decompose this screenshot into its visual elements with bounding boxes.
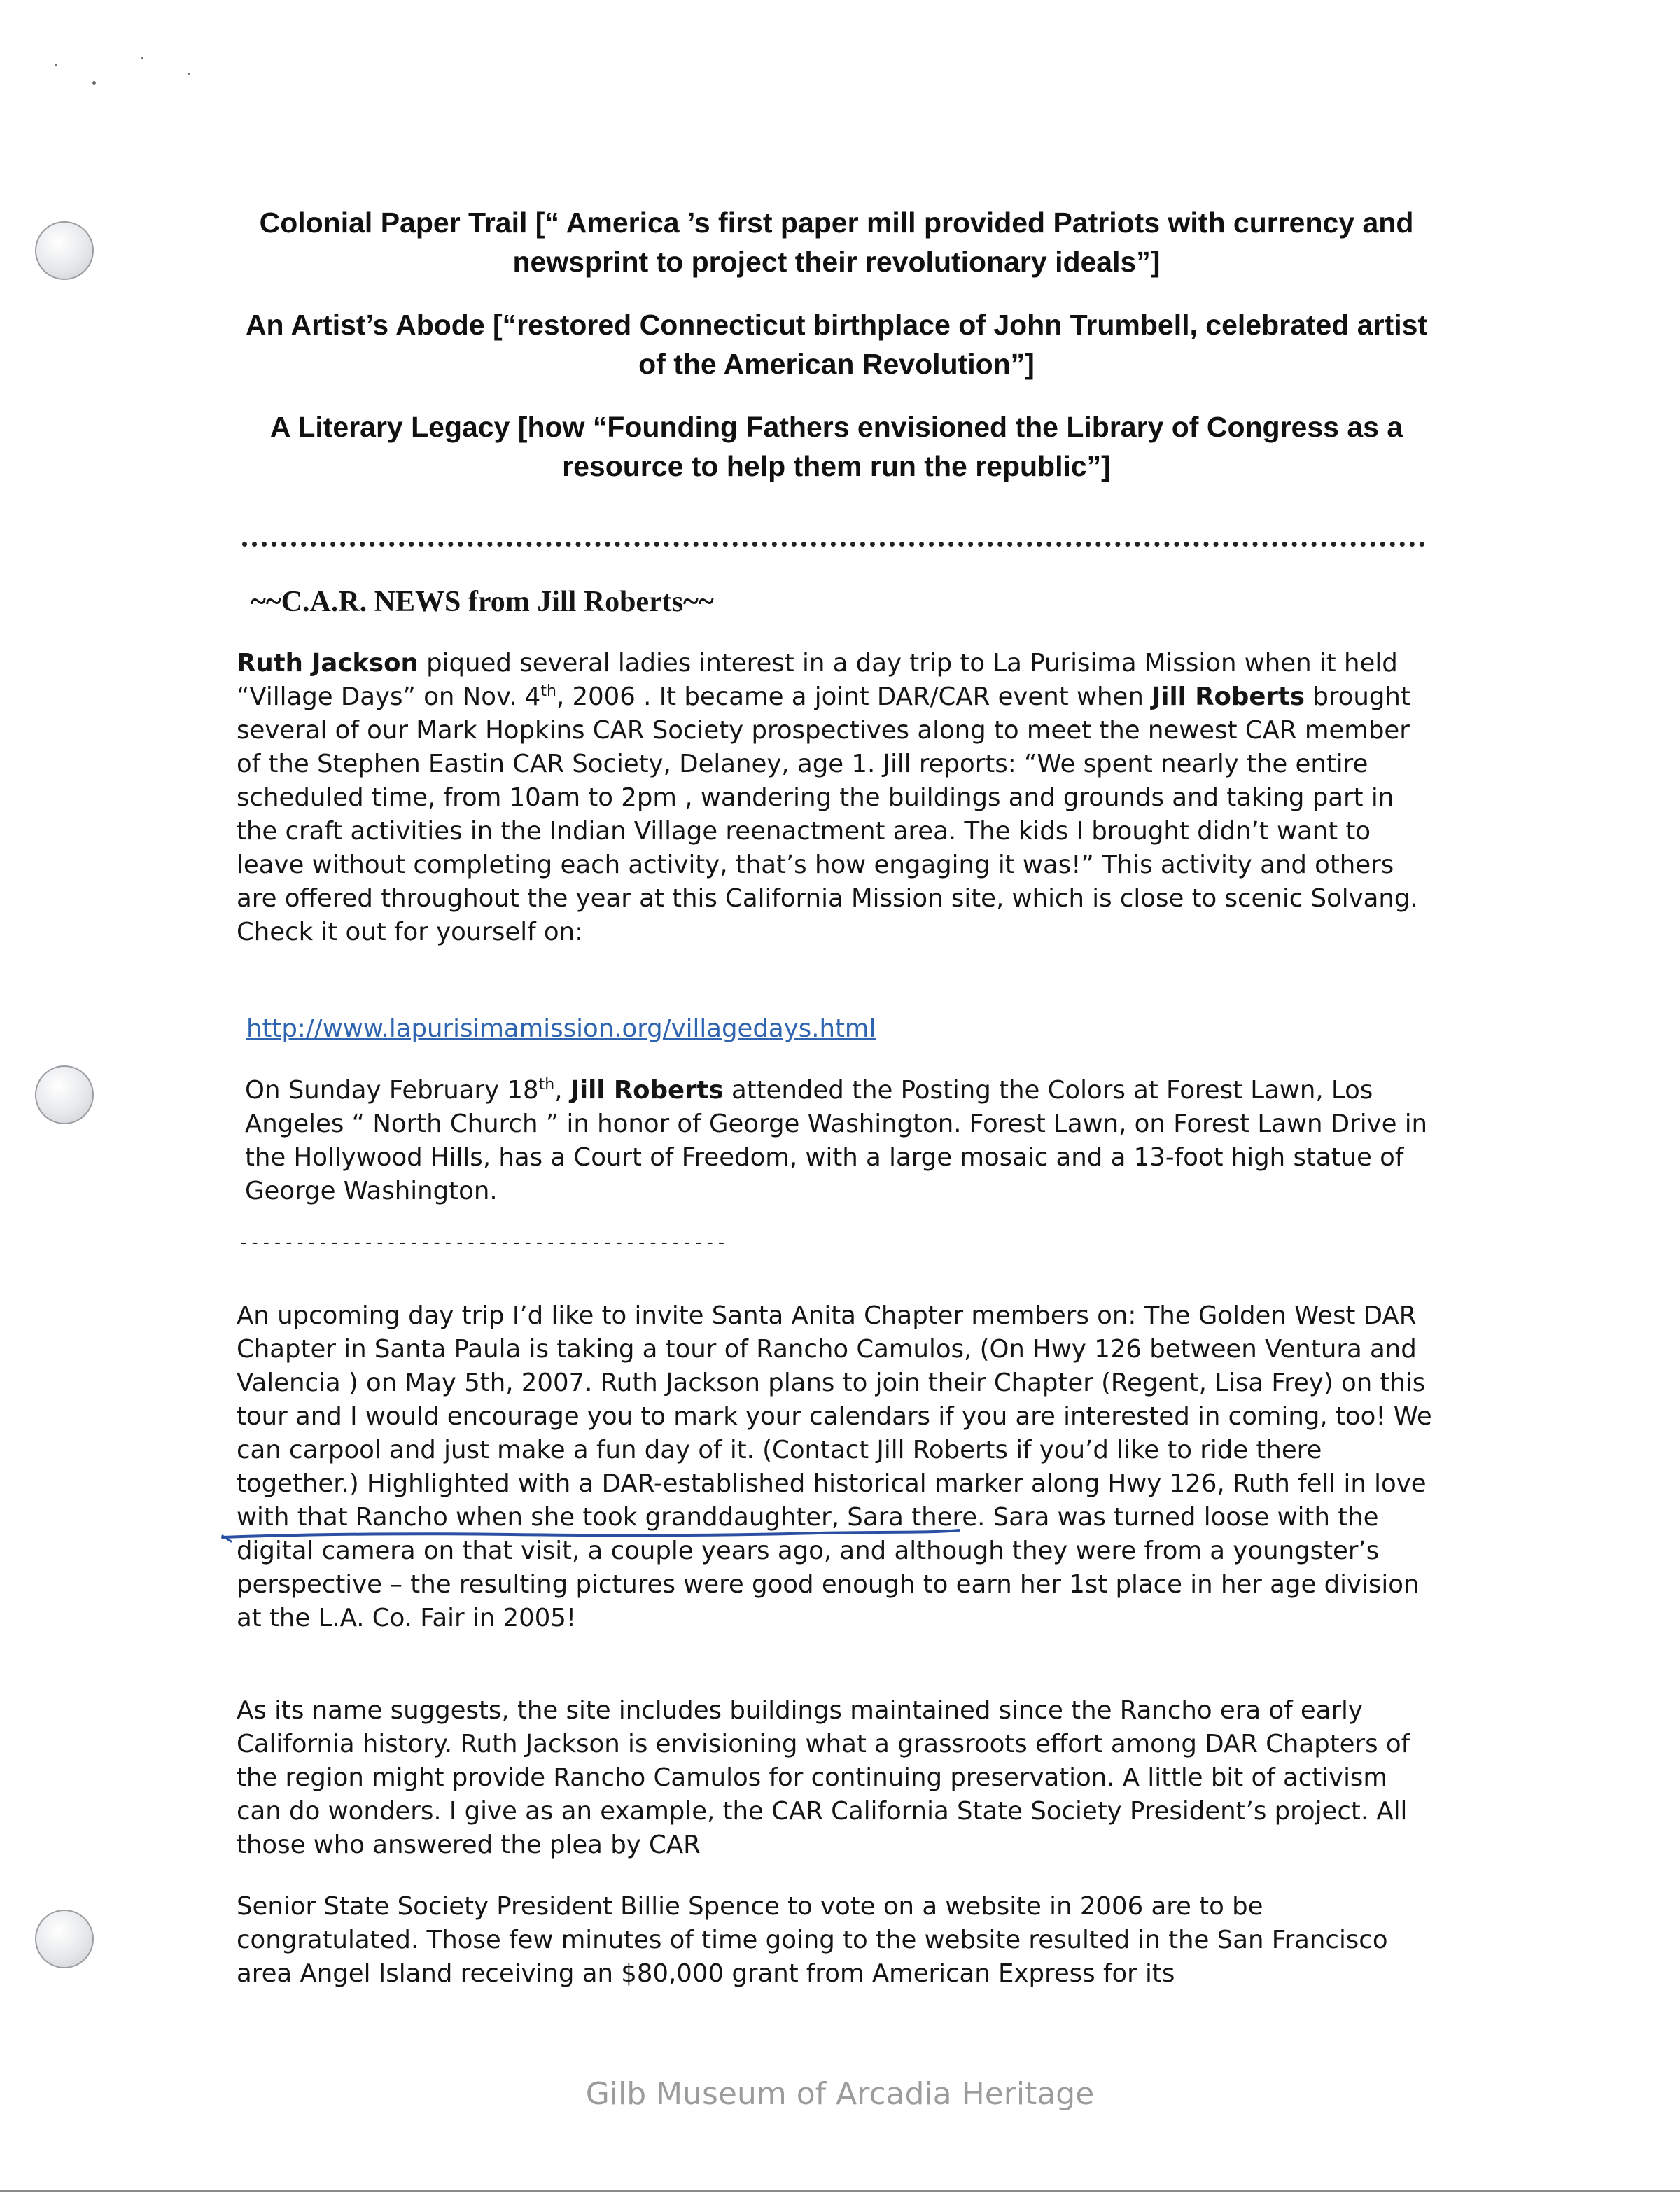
superscript: th	[538, 1076, 555, 1094]
handwritten-underline	[217, 1519, 987, 1547]
scan-speck	[141, 57, 144, 59]
paragraph-forest-lawn	[245, 1074, 1435, 1208]
text: ,	[554, 1076, 570, 1105]
punch-hole-bottom	[35, 1910, 94, 1968]
scan-edge-line	[0, 2190, 1680, 2192]
heading-artists-abode: An Artist’s Abode [“restored Connecticut birthplace of John Trumbell, celebrated artist of the American Revolution”]	[245, 309, 1428, 380]
text: attended the Posting the Colors at Forest Lawn, Los Angeles “ North Church ” in honor of George Washington. Forest Lawn, on Forest Lawn Drive in the Hollywood Hills, has a Court of Freedom, with a large mosaic and a 13-foot high statue of George Washington.	[245, 1076, 1428, 1205]
scan-speck	[92, 81, 96, 85]
text: DAR-established historical marker along Hwy 126, Ruth fell in love with that Rancho when she took granddaughter, Sara there. Sara was turned loose with the digital camera on that visit, a couple years ago, and although they were from a youngster’s perspective – the resulting pictures were good enough to earn her 1st place in her age division at the L.A. Co. Fair in 2005!	[237, 1469, 1427, 1632]
text: brought several of our Mark Hopkins CAR Society prospectives along to meet the newest CAR member of the Stephen Eastin CAR Society, Delaney, age 1. Jill reports: “We spent nearly the entire scheduled time, from 10am to 2pm , wandering the buildings and grounds and taking part in the craft activities in the Indian Village reenactment area. The kids I brought didn’t want to leave without completing each activity, that’s how engaging it was!” This activity and others are offered throughout the year at this California Mission site, which is close to scenic Solvang. Check it out for yourself on:	[237, 682, 1418, 946]
paragraph-angel-island-grant: Senior State Society President Billie Spence to vote on a website in 2006 are to be congratulated. Those few minutes of time going to the website resulted in the San Francisco area Angel Island receiving an $80,000 grant from American Express for its	[237, 1892, 1388, 1988]
name-jill-roberts: Jill Roberts	[570, 1076, 724, 1105]
text: On Sunday February 18	[245, 1076, 539, 1105]
punch-hole-middle	[35, 1065, 94, 1124]
name-ruth-jackson: Ruth Jackson	[237, 649, 419, 678]
news-title: ~~C.A.R. NEWS from Jill Roberts~~	[251, 586, 714, 618]
heading-literary-legacy: A Literary Legacy [how “Founding Fathers envisioned the Library of Congress as a resource to help them run the republic”]	[270, 411, 1404, 482]
museum-footer: Gilb Museum of Arcadia Heritage	[585, 2076, 1095, 2112]
paragraph-preservation: As its name suggests, the site includes buildings maintained since the Rancho era of early California history. Ruth Jackson is envisioning what a grassroots effort among DAR Chapters of the region might provide Rancho Camulos for continuing preservation. A little bit of activism can do wonders. I give as an example, the CAR California State Society President’s project. All those who answered the plea by CAR	[237, 1696, 1410, 1859]
punch-hole-top	[35, 221, 94, 280]
paragraph-village-days	[237, 647, 1434, 949]
article-headings	[231, 203, 1442, 510]
dotted-divider	[242, 542, 1425, 547]
text: , 2006 . It became a joint DAR/CAR event when	[556, 682, 1152, 711]
dashed-separator: -------------------------------------------	[238, 1232, 727, 1253]
scan-speck	[188, 73, 190, 75]
scan-speck	[55, 64, 57, 66]
superscript: th	[540, 682, 556, 701]
paragraph-rancho-camulos-trip	[237, 1299, 1434, 1635]
text: piqued several ladies interest in a day trip to La Purisima Mission when it held “Village Days” on Nov. 4	[237, 649, 1398, 711]
text: An upcoming day trip I’d like to invite Santa Anita Chapter members on: The Golden West DAR Chapter in Santa Paula is taking a tour of Rancho Camulos, (On Hwy 126 between Ventura and Valencia ) on May 5th, 2007. Ruth Jackson plans to join their Chapter (Regent, Lisa Frey) on this tour and I would encourage you to mark your calendars if you are interested in coming, too! We can carpool and just make a fun day of it. (Contact Jill Roberts if you’d like to ride there together.) Highlighted with a	[237, 1301, 1432, 1498]
village-days-link[interactable]: http://www.lapurisimamission.org/villagedays.html	[246, 1014, 876, 1043]
name-jill-roberts: Jill Roberts	[1152, 682, 1306, 711]
heading-colonial-paper-trail: Colonial Paper Trail [“ America ’s first paper mill provided Patriots with currency and newsprint to project their revolutionary ideals”]	[259, 206, 1414, 278]
